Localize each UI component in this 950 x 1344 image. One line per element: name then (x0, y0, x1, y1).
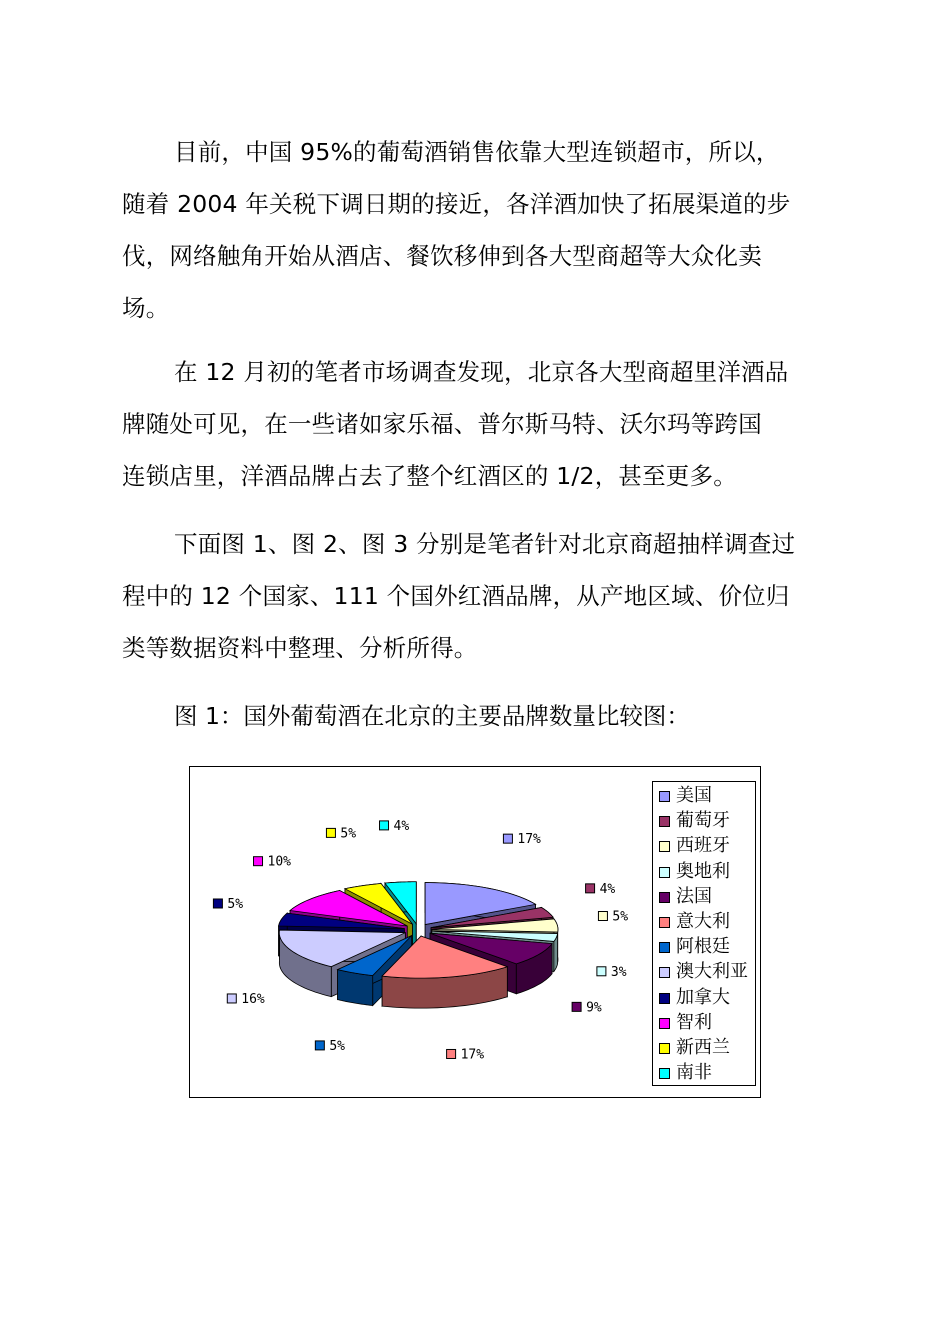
paragraph-2 (122, 346, 834, 502)
chart-legend (652, 781, 756, 1086)
data-label-text: 5% (227, 896, 244, 912)
paragraph-line: 随着 2004 年关税下调日期的接近，各洋酒加快了拓展渠道的步 (122, 190, 791, 218)
data-label-text: 5% (329, 1038, 345, 1054)
data-label-text: 16% (241, 991, 265, 1007)
legend-swatch (659, 892, 670, 903)
legend-swatch (659, 993, 670, 1004)
data-label-text: 9% (586, 1000, 602, 1016)
paragraph-line: 场。 (122, 294, 170, 322)
paragraph-line: 连锁店里，洋酒品牌占去了整个红酒区的 1/2，甚至更多。 (122, 462, 737, 490)
legend-label: 西班牙 (676, 835, 730, 857)
paragraph-line: 程中的 12 个国家、111 个国外红酒品牌，从产地区域、价位归 (122, 582, 790, 610)
legend-label: 意大利 (676, 911, 730, 932)
legend-swatch (659, 841, 670, 852)
paragraph-line: 目前，中国 95%的葡萄酒销售依靠大型连锁超市，所以， (174, 138, 780, 166)
data-label-text: 4% (393, 818, 410, 834)
data-label-text: 5% (340, 826, 357, 842)
data-label-text: 3% (610, 964, 627, 980)
paragraph-1 (122, 126, 834, 334)
legend-label: 葡萄牙 (676, 810, 730, 832)
legend-label: 阿根廷 (676, 936, 730, 958)
data-label-text: 5% (612, 909, 629, 925)
legend-label: 奥地利 (676, 860, 730, 882)
data-label-text: 17% (517, 832, 541, 848)
legend-label: 美国 (676, 785, 712, 806)
paragraph-line: 伐，网络触角开始从酒店、餐饮移伸到各大型商超等大众化卖 (122, 242, 762, 270)
legend-label: 法国 (676, 885, 712, 907)
paragraph-line: 类等数据资料中整理、分析所得。 (122, 634, 478, 662)
legend-swatch (659, 942, 670, 953)
legend-label: 加拿大 (676, 986, 730, 1008)
legend-label: 智利 (676, 1011, 712, 1033)
data-label-text: 10% (267, 854, 292, 870)
legend-swatch (659, 816, 670, 827)
paragraph-line: 牌随处可见，在一些诸如家乐福、普尔斯马特、沃尔玛等跨国 (122, 410, 762, 438)
legend-swatch (659, 967, 670, 978)
legend-swatch (659, 867, 670, 878)
legend-label: 新西兰 (676, 1037, 730, 1058)
legend-label: 南非 (676, 1062, 712, 1084)
paragraph-3 (122, 518, 834, 674)
data-label-text: 4% (599, 881, 616, 897)
legend-label: 澳大利亚 (676, 961, 748, 983)
legend-swatch (659, 1068, 670, 1079)
legend-swatch (659, 1018, 670, 1029)
figure-caption: 图 1：国外葡萄酒在北京的主要品牌数量比较图： (174, 702, 690, 730)
paragraph-line: 下面图 1、图 2、图 3 分别是笔者针对北京商超抽样调查过 (174, 530, 796, 558)
legend-swatch (659, 1043, 670, 1054)
legend-swatch (659, 791, 670, 802)
data-label-text: 17% (460, 1047, 485, 1063)
legend-swatch (659, 917, 670, 928)
paragraph-line: 在 12 月初的笔者市场调查发现，北京各大型商超里洋酒品 (174, 358, 789, 386)
